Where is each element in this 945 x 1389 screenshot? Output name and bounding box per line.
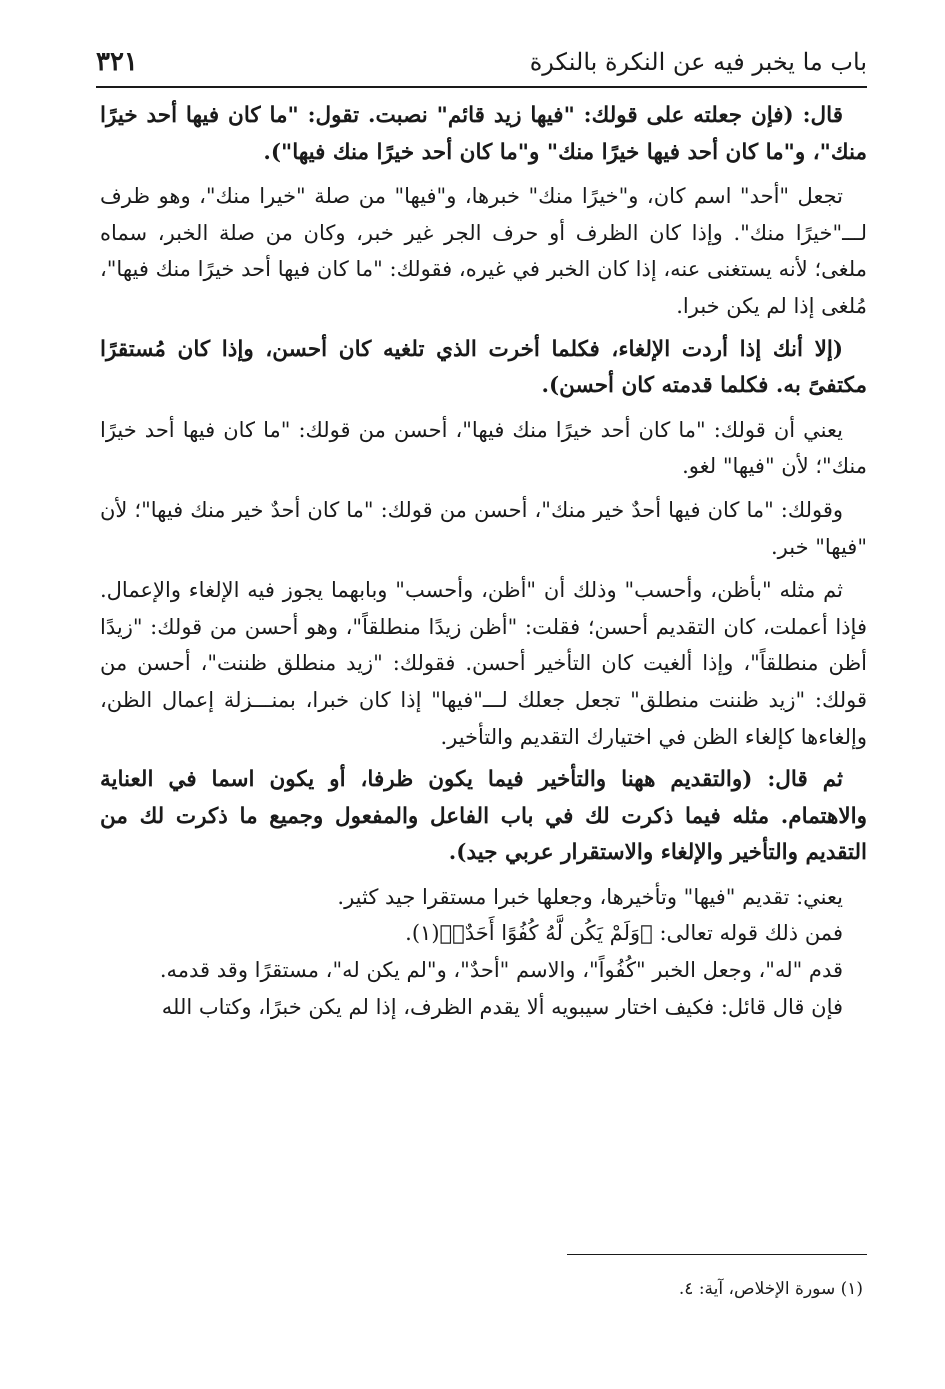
paragraph-2: تجعل "أحد" اسم كان، و"خيرًا منك" خبرها، و"فيها" من صلة "خيرا منك"، وهو ظرف لـــ"خيرًا منك". وإذا كان الظرف أو حرف الجر غير خبر، وكان من صلة الخبر، سماه ملغى؛ لأنه يستغنى عنه، إذا كان الخبر في غيره، فقولك: "ما كان فيها أحد خيرًا منك فيها"، مُلغى إذا لم يكن خبرا. — [100, 184, 867, 318]
paragraph-5: وقولك: "ما كان فيها أحدٌ خير منك"، أحسن من قولك: "ما كان أحدٌ خير منك فيها"؛ لأن "فيها" خبر. — [100, 497, 867, 559]
page-body — [100, 98, 867, 1025]
paragraph-6: ثم مثله "بأظن، وأحسب" وذلك أن "أظن، وأحسب" وبابهما يجوز فيه الإلغاء والإعمال. فإذا أعملت، كان التقديم أحسن؛ فقلت: "أظن زيدًا منطلقاً"، وهو أحسن من قولك: "زيدًا أظن منطلقاً"، وإذا ألغيت كان التأخير أحسن. فقولك: "زيد منطلق ظننت"، أحسن من قولك: "زيد ظننت منطلق" تجعل جعلك لـــ"فيها" إذا كان خبرا، بمنـــزلة إعمال الظن، وإلغاءها كإلغاء الظن في اختيارك التقديم والتأخير. — [100, 578, 867, 749]
page-number: ٣٢١ — [96, 47, 138, 77]
paragraph-11: فإن قال قائل: فكيف اختار سيبويه ألا يقدم الظرف، إذا لم يكن خبرًا، وكتاب الله — [161, 994, 843, 1019]
quran-intro: فمن ذلك قوله تعالى: — [652, 921, 843, 946]
paragraph-4: يعني أن قولك: "ما كان أحد خيرًا منك فيها"، أحسن من قولك: "ما كان فيها أحد خيرًا منك"؛ لأن "فيها" لغو. — [100, 417, 867, 479]
paragraph-8: يعني: تقديم "فيها" وتأخيرها، وجعلها خبرا مستقرا جيد كثير. — [337, 884, 843, 909]
footnote-marker: (١). — [405, 921, 440, 946]
paragraph-7: ثم قال: (والتقديم ههنا والتأخير فيما يكون ظرفا، أو يكون اسما في العناية والاهتمام. مثله فيما ذكرت لك في باب الفاعل والمفعول وجميع ما ذكرت لك من التقديم والتأخير والإلغاء والاستقرار عربي جيد). — [100, 767, 867, 866]
paragraph-10: قدم "له"، وجعل الخبر "كُفُواً"، والاسم "أحدٌ"، و"لم يكن له"، مستقرًا وقد قدمه. — [159, 958, 843, 983]
footnote: (١) سورة الإخلاص، آية: ٤. — [678, 1279, 863, 1299]
footnote-divider — [567, 1254, 867, 1255]
page-header — [96, 38, 867, 88]
quran-verse: ﴿وَلَمْ يَكُن لَّهُ كُفُوًا أَحَدٌۢ﴾ — [439, 921, 653, 946]
running-title: باب ما يخبر فيه عن النكرة بالنكرة — [529, 48, 867, 76]
paragraph-3: (إلا أنك إذا أردت الإلغاء، فكلما أخرت الذي تلغيه كان أحسن، وإذا كان مُستقرًا مكتفىً به. فكلما قدمته كان أحسن). — [100, 336, 867, 399]
paragraph-1: قال: (فإن جعلته على قولك: "فيها زيد قائم" نصبت. تقول: "ما كان فيها أحد خيرًا منك"، و"ما كان أحد فيها خيرًا منك" و"ما كان أحد خيرًا منك فيها"). — [100, 103, 867, 165]
quran-citation-line — [100, 915, 867, 952]
